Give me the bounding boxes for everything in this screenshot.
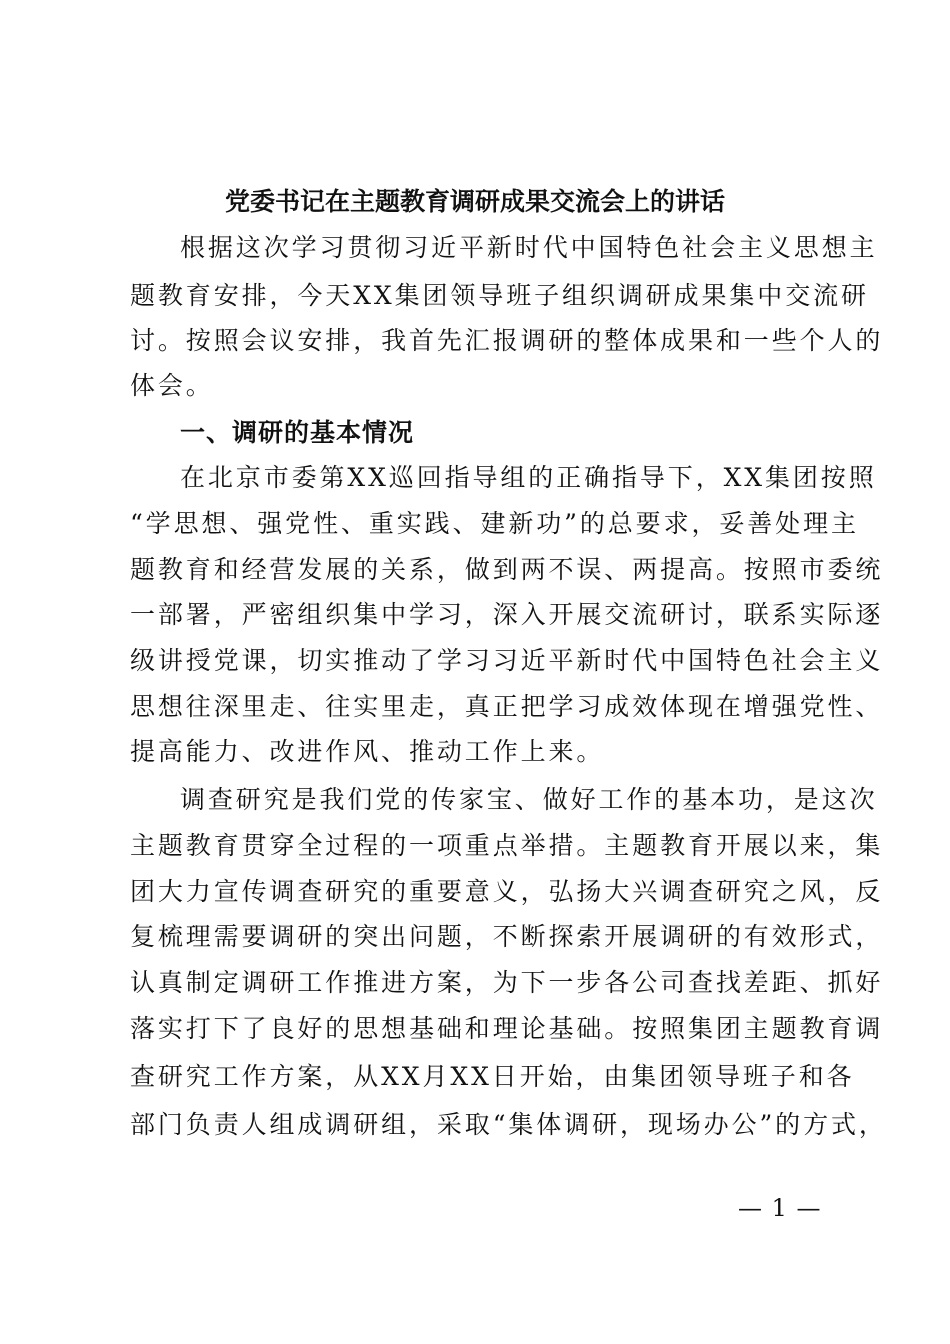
section-heading: 一、调研的基本情况 (180, 418, 415, 447)
paragraph-2-line: 级讲授党课，切实推动了学习习近平新时代中国特色社会主义 (130, 646, 884, 675)
paragraph-1-line: 讨。按照会议安排，我首先汇报调研的整体成果和一些个人的 (130, 326, 884, 355)
paragraph-2-line: 一部署，严密组织集中学习，深入开展交流研讨，联系实际逐 (130, 600, 884, 629)
paragraph-3-line: 主题教育贯穿全过程的一项重点举措。主题教育开展以来，集 (130, 831, 884, 860)
paragraph-2-line: 提高能力、改进作风、推动工作上来。 (130, 737, 605, 766)
paragraph-3-line: 复梳理需要调研的突出问题，不断探索开展调研的有效形式， (130, 922, 884, 951)
paragraph-2-line: 思想往深里走、往实里走，真正把学习成效体现在增强党性、 (130, 692, 884, 721)
paragraph-3-line: 部门负责人组成调研组，采取“集体调研，现场办公”的方式， (130, 1110, 887, 1139)
paragraph-3-line: 查研究工作方案，从XX月XX日开始，由集团领导班子和各 (130, 1062, 855, 1091)
paragraph-3-line: 落实打下了良好的思想基础和理论基础。按照集团主题教育调 (130, 1014, 884, 1043)
paragraph-3-line: 认真制定调研工作推进方案，为下一步各公司查找差距、抓好 (130, 968, 884, 997)
document-title: 党委书记在主题教育调研成果交流会上的讲话 (224, 187, 725, 216)
paragraph-3-line: 团大力宣传调查研究的重要意义，弘扬大兴调查研究之风，反 (130, 877, 884, 906)
paragraph-3-line: 调查研究是我们党的传家宝、做好工作的基本功，是这次 (180, 785, 878, 814)
paragraph-2-line: 题教育和经营发展的关系，做到两不误、两提高。按照市委统 (130, 555, 884, 584)
paragraph-1-line: 体会。 (130, 371, 214, 400)
page-number: — 1 — (738, 1194, 822, 1222)
paragraph-2-line: “学思想、强党性、重实践、建新功”的总要求，妥善处理主 (130, 509, 859, 538)
paragraph-1-line: 根据这次学习贯彻习近平新时代中国特色社会主义思想主 (180, 233, 878, 262)
paragraph-1-line: 题教育安排，今天XX集团领导班子组织调研成果集中交流研 (130, 281, 869, 310)
paragraph-2-line: 在北京市委第XX巡回指导组的正确指导下，XX集团按照 (180, 463, 877, 492)
